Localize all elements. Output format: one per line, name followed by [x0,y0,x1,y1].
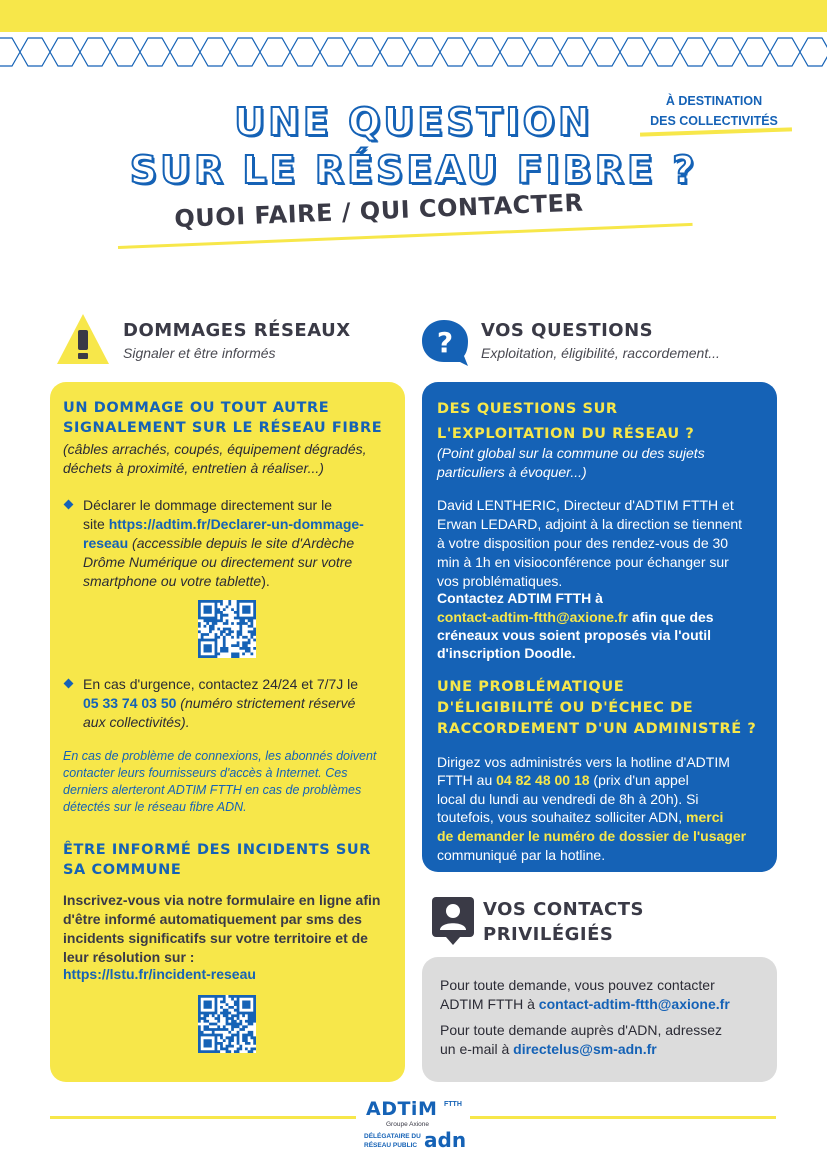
bullet2-text: (numéro strictement réservé [176,695,356,711]
q1-line: à votre disposition pour des rendez-vous de 30 [437,535,729,551]
damage-note-line: déchets à proximité, entretien à réaliser...) [63,460,324,476]
destination-line-1: À DESTINATION [665,94,763,108]
page-subtitle: QUOI FAIRE / QUI CONTACTER [173,188,584,233]
qr-modules [198,600,256,658]
incident-form-link[interactable]: https://lstu.fr/incident-reseau [63,966,256,982]
right-section-subtitle: Exploitation, éligibilité, raccordement... [481,345,720,361]
q2-line: Dirigez vos administrés vers la hotline d'ADTIM [437,754,730,770]
logo-delegate-text: DÉLÉGATAIRE DU [364,1133,421,1140]
bullet1-line [83,515,364,534]
q2-heading-2: D'ÉLIGIBILITÉ OU D'ÉCHEC DE [437,700,694,716]
contacts-line [440,995,730,1014]
bullet1-text: ). [261,573,270,589]
q1-line: Contactez ADTIM FTTH à [437,590,603,606]
incidents-heading-2: SA COMMUNE [63,862,182,878]
contacts-text: ADTIM FTTH à [440,996,539,1012]
footer-line-right [470,1116,776,1119]
logo-adn-text: adn [424,1128,467,1152]
isp-note-line: contacter leurs fournisseurs d'accès à Internet. Ces [63,766,348,780]
bullet1-line [83,572,270,591]
contacts-title-1: VOS CONTACTS [483,899,644,920]
qr-modules [198,995,256,1053]
declare-damage-link-cont[interactable]: reseau [83,535,129,551]
top-yellow-band [0,0,827,32]
q1-heading-2: L'EXPLOITATION DU RÉSEAU ? [437,426,695,442]
q2-text: toutefois, vous souhaitez solliciter ADN, [437,809,687,825]
q1-note-line: (Point global sur la commune ou des sujets [437,445,705,461]
q2-line: local du lundi au vendredi de 8h à 20h). Si [437,791,699,807]
footer-line-left [50,1116,356,1119]
right-section-title: VOS QUESTIONS [481,320,654,341]
q1-line: créneaux vous soient proposés via l'outil [437,627,712,643]
logo-group-text: Groupe Axione [386,1121,430,1128]
destination-line-2: DES COLLECTIVITÉS [650,114,778,128]
damage-heading-2: SIGNALEMENT SUR LE RÉSEAU FIBRE [63,420,383,436]
bullet2-line: aux collectivités). [83,714,190,730]
contacts-text: un e-mail à [440,1041,514,1057]
contact-email-link[interactable]: contact-adtim-ftth@axione.fr [437,609,628,625]
q2-line: communiqué par la hotline. [437,847,606,863]
incidents-line: incidents significatifs sur votre territoire et de [63,930,368,946]
q2-highlight: merci [686,809,724,825]
q2-highlight-line: de demander le numéro de dossier de l'usager [437,828,747,844]
q1-line: d'inscription Doodle. [437,645,576,661]
title-line-1: UNE QUESTION [234,100,593,144]
q2-line [437,771,689,790]
bullet1-text: site [83,516,109,532]
qr-code-incidents[interactable] [198,995,256,1053]
contacts-line: Pour toute demande auprès d'ADN, adressez [440,1022,723,1038]
declare-damage-link[interactable]: https://adtim.fr/Declarer-un-dommage- [108,516,364,532]
hotline-phone-link[interactable]: 04 82 48 00 18 [496,772,590,788]
q2-heading-3: RACCORDEMENT D'UN ADMINISTRÉ ? [437,721,757,737]
question-bubble-icon [420,318,472,368]
q2-line [437,808,723,827]
q1-line: min à 1h en visioconférence pour échanger sur [437,554,729,570]
incidents-line: Inscrivez-vous via notre formulaire en ligne afin [63,892,381,908]
bullet2-line [83,694,355,713]
svg-text:?: ? [436,326,454,359]
q1-text: afin que des [628,609,714,625]
logo-ftth-text: FTTH [444,1101,462,1108]
q1-heading-1: DES QUESTIONS SUR [437,401,618,417]
incidents-heading-1: ÊTRE INFORMÉ DES INCIDENTS SUR [63,842,372,858]
title-line-2: SUR LE RÉSEAU FIBRE ? [129,148,698,192]
logo-delegate-text: RÉSEAU PUBLIC [364,1142,418,1149]
adn-email-link[interactable]: directelus@sm-adn.fr [513,1041,657,1057]
adtim-email-link[interactable]: contact-adtim-ftth@axione.fr [538,996,730,1012]
q1-note-line: particuliers à évoquer...) [437,464,587,480]
logo-main-text: ADTiM [366,1098,438,1120]
isp-note-line: En cas de problème de connexions, les abonnés doivent [63,749,377,763]
incidents-line: leur résolution sur : [63,949,195,965]
q2-heading-1: UNE PROBLÉMATIQUE [437,679,625,695]
person-icon [432,897,474,947]
isp-note-line: derniers alerteront ADTIM FTTH en cas de problèmes [63,783,362,797]
bullet1-line: Drôme Numérique ou directement sur votre [83,554,353,570]
bullet2-line: En cas d'urgence, contactez 24/24 et 7/7J le [83,676,359,692]
bullet1-text: smartphone ou votre tablette [83,573,262,589]
contacts-line: Pour toute demande, vous pouvez contacter [440,977,715,993]
q2-text: FTTH au [437,772,497,788]
q1-line: vos problématiques. [437,573,563,589]
contacts-line [440,1040,657,1059]
qr-code-declare[interactable] [198,600,256,658]
q1-line [437,608,714,627]
damage-note-line: (câbles arrachés, coupés, équipement dégradés, [63,441,367,457]
adtim-logo [364,1098,467,1158]
emergency-phone-link[interactable]: 05 33 74 03 50 [83,695,177,711]
hexagon-lines [0,38,827,66]
left-section-subtitle: Signaler et être informés [123,345,276,361]
left-section-title: DOMMAGES RÉSEAUX [123,320,351,341]
bullet1-line: Déclarer le dommage directement sur le [83,497,332,513]
q1-line: Erwan LEDARD, adjoint à la direction se tiennent [437,516,743,532]
q1-line: David LENTHERIC, Directeur d'ADTIM FTTH et [437,497,734,513]
isp-note-line: détectés sur le réseau fibre ADN. [63,800,247,814]
warning-icon [55,312,111,366]
bullet1-line [83,534,354,553]
hexagon-pattern [0,32,827,72]
q2-text: (prix d'un appel [589,772,689,788]
incidents-line: d'être informé automatiquement par sms des [63,911,362,927]
bullet1-text: (accessible depuis le site d'Ardèche [128,535,355,551]
damage-heading-1: UN DOMMAGE OU TOUT AUTRE [63,400,330,416]
contacts-title-2: PRIVILÉGIÉS [483,924,614,945]
